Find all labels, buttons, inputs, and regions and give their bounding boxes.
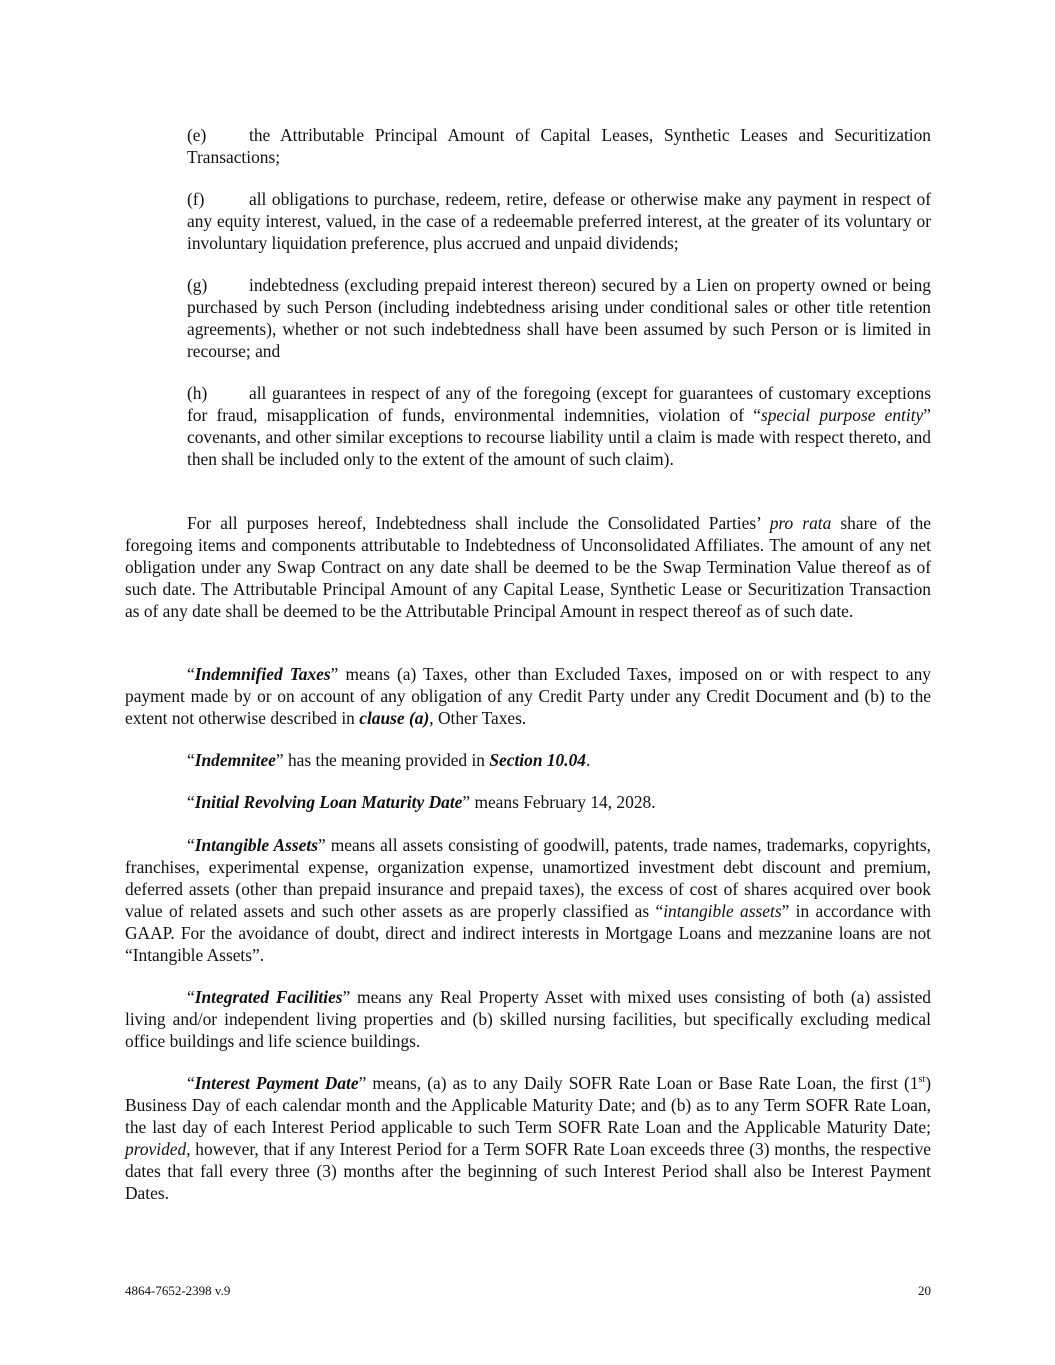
definition-integrated-facilities: “Integrated Facilities” means any Real Property Asset with mixed uses consisting of both (a) assisted living and/or independent living properties and (b) skilled nursing facilities, but specifically excluding medical office buildings and life science buildings. [125, 987, 931, 1051]
clause-e [187, 125, 931, 169]
italic-term: provided [125, 1138, 187, 1159]
defined-term: Indemnified Taxes [194, 664, 331, 684]
purposes-paragraph: For all purposes hereof, Indebtedness shall include the Consolidated Parties’ pro rata share of the foregoing items and components attributable to Indebtedness of Unconsolidated Affiliates. The amount of any net obligation under any Swap Contract on any date shall be deemed to be the Swap Termination Value thereof as of such date. The Attributable Principal Amount of any Capital Lease, Synthetic Lease or Securitization Transaction as of any date shall be deemed to be the Attributable Principal Amount in respect thereof as of such date. [125, 513, 931, 621]
clause-marker: (f) [187, 189, 205, 209]
italic-term: special purpose entity [760, 404, 924, 425]
page-number: 20 [918, 1283, 931, 1298]
italic-term: pro rata [769, 513, 832, 533]
clause-reference: clause (a) [359, 707, 430, 728]
definition-interest-payment-date: “Interest Payment Date” means, (a) as to any Daily SOFR Rate Loan or Base Rate Loan, the first (1st) Business Day of each calendar month and the Applicable Maturity Date; and (b) as to any Term SOFR Rate Loan, the last day of each Interest Period applicable to such Term SOFR Rate Loan and the Applicable Maturity Date; provided, however, that if any Interest Period for a Term SOFR Rate Loan exceeds three (3) months, the respective dates that fall every three (3) months after the beginning of such Interest Period shall also be Interest Payment Dates. [125, 1073, 931, 1203]
clause-text: all obligations to purchase, redeem, retire, defease or otherwise make any payment in respect of any equity interest, valued, in the case of a redeemable preferred interest, at the greater of its voluntary or involuntary liquidation preference, plus accrued and unpaid dividends; [187, 189, 931, 253]
defined-term: Integrated Facilities [194, 987, 343, 1007]
defined-term: Initial Revolving Loan Maturity Date [194, 792, 463, 812]
clause-text: the Attributable Principal Amount of Capital Leases, Synthetic Leases and Securitization Transactions; [187, 125, 931, 167]
document-id: 4864-7652-2398 v.9 [125, 1283, 231, 1298]
defined-term: Indemnitee [194, 750, 276, 770]
section-reference: Section 10.04 [489, 750, 586, 770]
definition-initial-revolving-loan-maturity-date: “Initial Revolving Loan Maturity Date” means February 14, 2028. [187, 792, 656, 812]
ordinal-superscript: st [918, 1074, 926, 1086]
definition-intangible-assets: “Intangible Assets” means all assets consisting of goodwill, patents, trade names, trademarks, copyrights, franchises, experimental expense, organization expense, unamortized investment debt discount and premium, deferred assets (other than prepaid insurance and prepaid taxes), the excess of cost of shares acquired over book value of related assets and such other assets as are properly classified as “intangible assets” in accordance with GAAP. For the avoidance of doubt, direct and indirect interests in Mortgage Loans and mezzanine loans are not “Intangible Assets”. [125, 835, 931, 965]
clause-g [187, 275, 931, 363]
clause-f [187, 189, 931, 255]
clause-h: (h) all guarantees in respect of any of the foregoing (except for guarantees of customary exceptions for fraud, misapplication of funds, environmental indemnities, violation of “special purpose entity” covenants, and other similar exceptions to recourse liability until a claim is made with respect thereto, and then shall be included only to the extent of the amount of such claim). [187, 383, 931, 469]
definition-indemnified-taxes: “Indemnified Taxes” means (a) Taxes, other than Excluded Taxes, imposed on or with respect to any payment made by or on account of any obligation of any Credit Party under any Credit Document and (b) to the extent not otherwise described in clause (a), Other Taxes. [125, 664, 932, 728]
italic-term: intangible assets [663, 900, 782, 921]
clause-marker: (h) [187, 383, 208, 403]
clause-text: indebtedness (excluding prepaid interest thereon) secured by a Lien on property owned or being purchased by such Person (including indebtedness arising under conditional sales or other title retention agreements), whether or not such indebtedness shall have been assumed by such Person or is limited in recourse; and [187, 275, 931, 361]
clause-marker: (e) [187, 125, 207, 145]
definition-indemnitee: “Indemnitee” has the meaning provided in Section 10.04. [187, 750, 591, 770]
defined-term: Interest Payment Date [194, 1073, 359, 1093]
defined-term: Intangible Assets [194, 835, 318, 855]
clause-marker: (g) [187, 275, 208, 295]
